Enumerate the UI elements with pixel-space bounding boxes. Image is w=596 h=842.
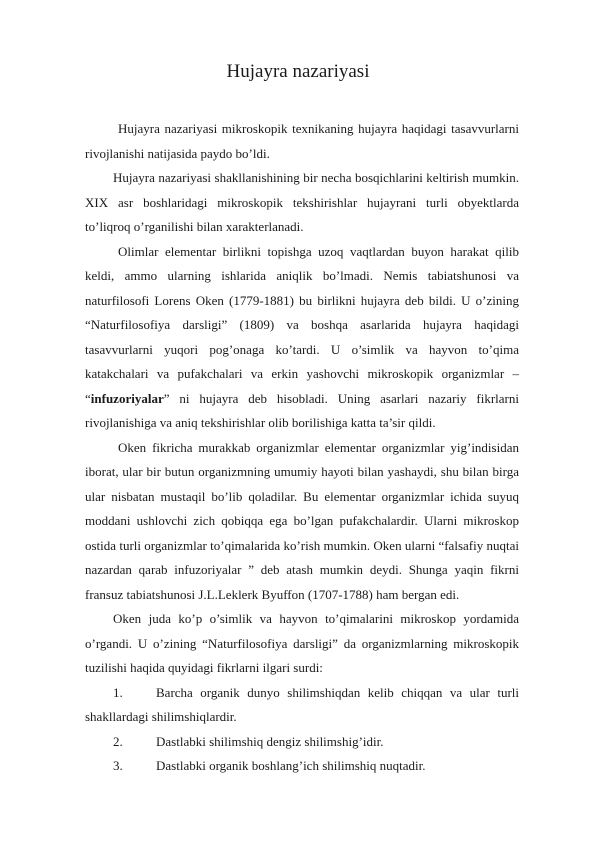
list-number-1: 1. xyxy=(113,684,123,700)
list-text-1: Barcha organik dunyo shilimshiqdan kelib chiqqan va ular turli shakllardagi shilimshiqlardir. xyxy=(85,684,519,724)
term-infuzoriyalar: infuzoriyalar xyxy=(90,390,164,406)
list-text-3: Dastlabki organik boshlang’ich shilimshiq nuqtadir. xyxy=(156,758,426,773)
list-item-2 xyxy=(85,730,519,755)
paragraph-4: Oken fikricha murakkab organizmlar elementar organizmlar yig’indisidan iborat, ular bir butun organizmning umumiy hayoti bilan yashaydi, shu bilan birga ular nisbatan mustaqil bo’lib qoladilar. Bu elementar organizmlar ichida suyuq moddani ushlovchi zich qobiqqa ega bo’lgan pufakchalardir. Ularni mikroskop ostida turli organizmlar to’qimalarida ko’rish mumkin. Oken ularni “falsafiy nuqtai nazardan qarab infuzoriyalar ” deb atash mumkin deydi. Shunga yaqin fikrni fransuz tabiatshunosi J.L.Leklerk Byuffon (1707-1788) ham bergan edi. xyxy=(85,439,519,602)
list-number-2: 2. xyxy=(113,733,123,749)
list-item-1 xyxy=(85,681,519,730)
list-text-2: Dastlabki shilimshiq dengiz shilimshig’idir. xyxy=(156,733,384,749)
list-item-3 xyxy=(85,754,519,779)
paragraph-3-continuation: ni hujayra deb hisobladi. Uning asarlari nazariy fikrlarni rivojlanishiga va aniq tekshirishlar olib borilishiga katta ta’sir qildi. xyxy=(85,390,519,430)
paragraph-3 xyxy=(85,240,519,436)
open-quote: “ xyxy=(85,390,91,406)
paragraph-2: Hujayra nazariyasi shakllanishining bir necha bosqichlarini keltirish mumkin. XIX asr boshlaridagi mikroskopik tekshirishlar hujayrani turli obyektlarda to’liqroq o’rganilishi bilan xarakterlanadi. xyxy=(85,170,519,234)
paragraph-5: Oken juda ko’p o’simlik va hayvon to’qimalarini mikroskop yordamida o’rgandi. U o’zining “Naturfilosofiya darsligi” da organizmlarning mikroskopik tuzilishi haqida quyidagi fikrlarni ilgari surdi: xyxy=(85,611,519,675)
list-number-3: 3. xyxy=(113,758,123,773)
close-quote: ” xyxy=(163,390,170,406)
paragraph-1: Hujayra nazariyasi mikroskopik texnikaning hujayra haqidagi tasavvurlarni rivojlanishi natijasida paydo bo’ldi. xyxy=(85,121,519,161)
paragraph-3-text: Olimlar elementar birlikni topishga uzoq vaqtlardan buyon harakat qilib keldi, ammo ularning ishlarida aniqlik bo’lmadi. Nemis tabiatshunosi va naturfilosofi Lorens Oken (1779-1881) bu birlikni hujayra deb bildi. U o’zining “Naturfilosofiya darsligi” (1809) va boshqa asarlarida hujayra haqidagi tasavvurlarni yuqori pog’onaga ko’tardi. U o’simlik va hayvon to’qima katakchalari va pufakchalari va erkin yashovchi mikroskopik organizmlar – xyxy=(85,243,519,381)
document-body xyxy=(85,117,519,779)
document-title: Hujayra nazariyasi xyxy=(226,61,370,82)
